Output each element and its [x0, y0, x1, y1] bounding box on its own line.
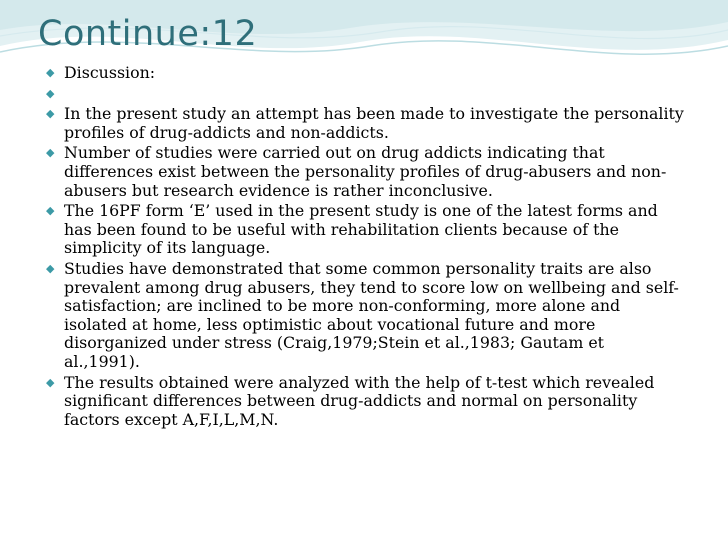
- bullet-text: [64, 85, 684, 104]
- diamond-bullet-icon: ◆: [46, 146, 55, 160]
- diamond-bullet-icon: ◆: [46, 86, 55, 100]
- diamond-bullet-icon: ◆: [46, 261, 55, 275]
- bullet-item-personality-traits: [44, 260, 684, 372]
- diamond-bullet-icon: ◆: [46, 66, 55, 79]
- bullet-list: [44, 64, 684, 431]
- bullet-item-16pf-form: [44, 202, 684, 258]
- bullet-item-study-aim: [44, 105, 684, 142]
- bullet-text: The 16PF form ‘E’ used in the present study is one of the latest forms and has been found to be useful with rehabilitation clients because of the simplicity of its language.: [64, 201, 658, 258]
- diamond-bullet-icon: ◆: [46, 107, 55, 121]
- slide-title: Continue:12: [38, 14, 258, 54]
- bullet-text: Studies have demonstrated that some common personality traits are also prevalent among drug abusers, they tend to score low on wellbeing and self-satisfaction; are inclined to be more non-conforming, more alone and isolated at home, less optimistic about vocational future and more disorganized under stress (Craig,1979;Stein et al.,1983; Gautam et al.,1991).: [64, 258, 679, 371]
- bullet-item-prior-studies: [44, 144, 684, 200]
- bullet-text: Number of studies were carried out on drug addicts indicating that differences exist between the personality profiles of drug-abusers and non-abusers but research evidence is rather inconclusive.: [64, 143, 667, 200]
- bullet-item-empty: [44, 85, 684, 104]
- diamond-bullet-icon: ◆: [46, 375, 55, 389]
- bullet-text: In the present study an attempt has been made to investigate the personality profiles of drug-addicts and non-addicts.: [64, 104, 684, 142]
- bullet-text: The results obtained were analyzed with the help of t-test which revealed significant differences between drug-addicts and normal on personality factors except A,F,I,L,M,N.: [64, 372, 655, 429]
- bullet-item-discussion: [44, 64, 684, 83]
- diamond-bullet-icon: ◆: [46, 204, 55, 218]
- bullet-item-results: [44, 374, 684, 430]
- bullet-text: Discussion:: [64, 63, 156, 82]
